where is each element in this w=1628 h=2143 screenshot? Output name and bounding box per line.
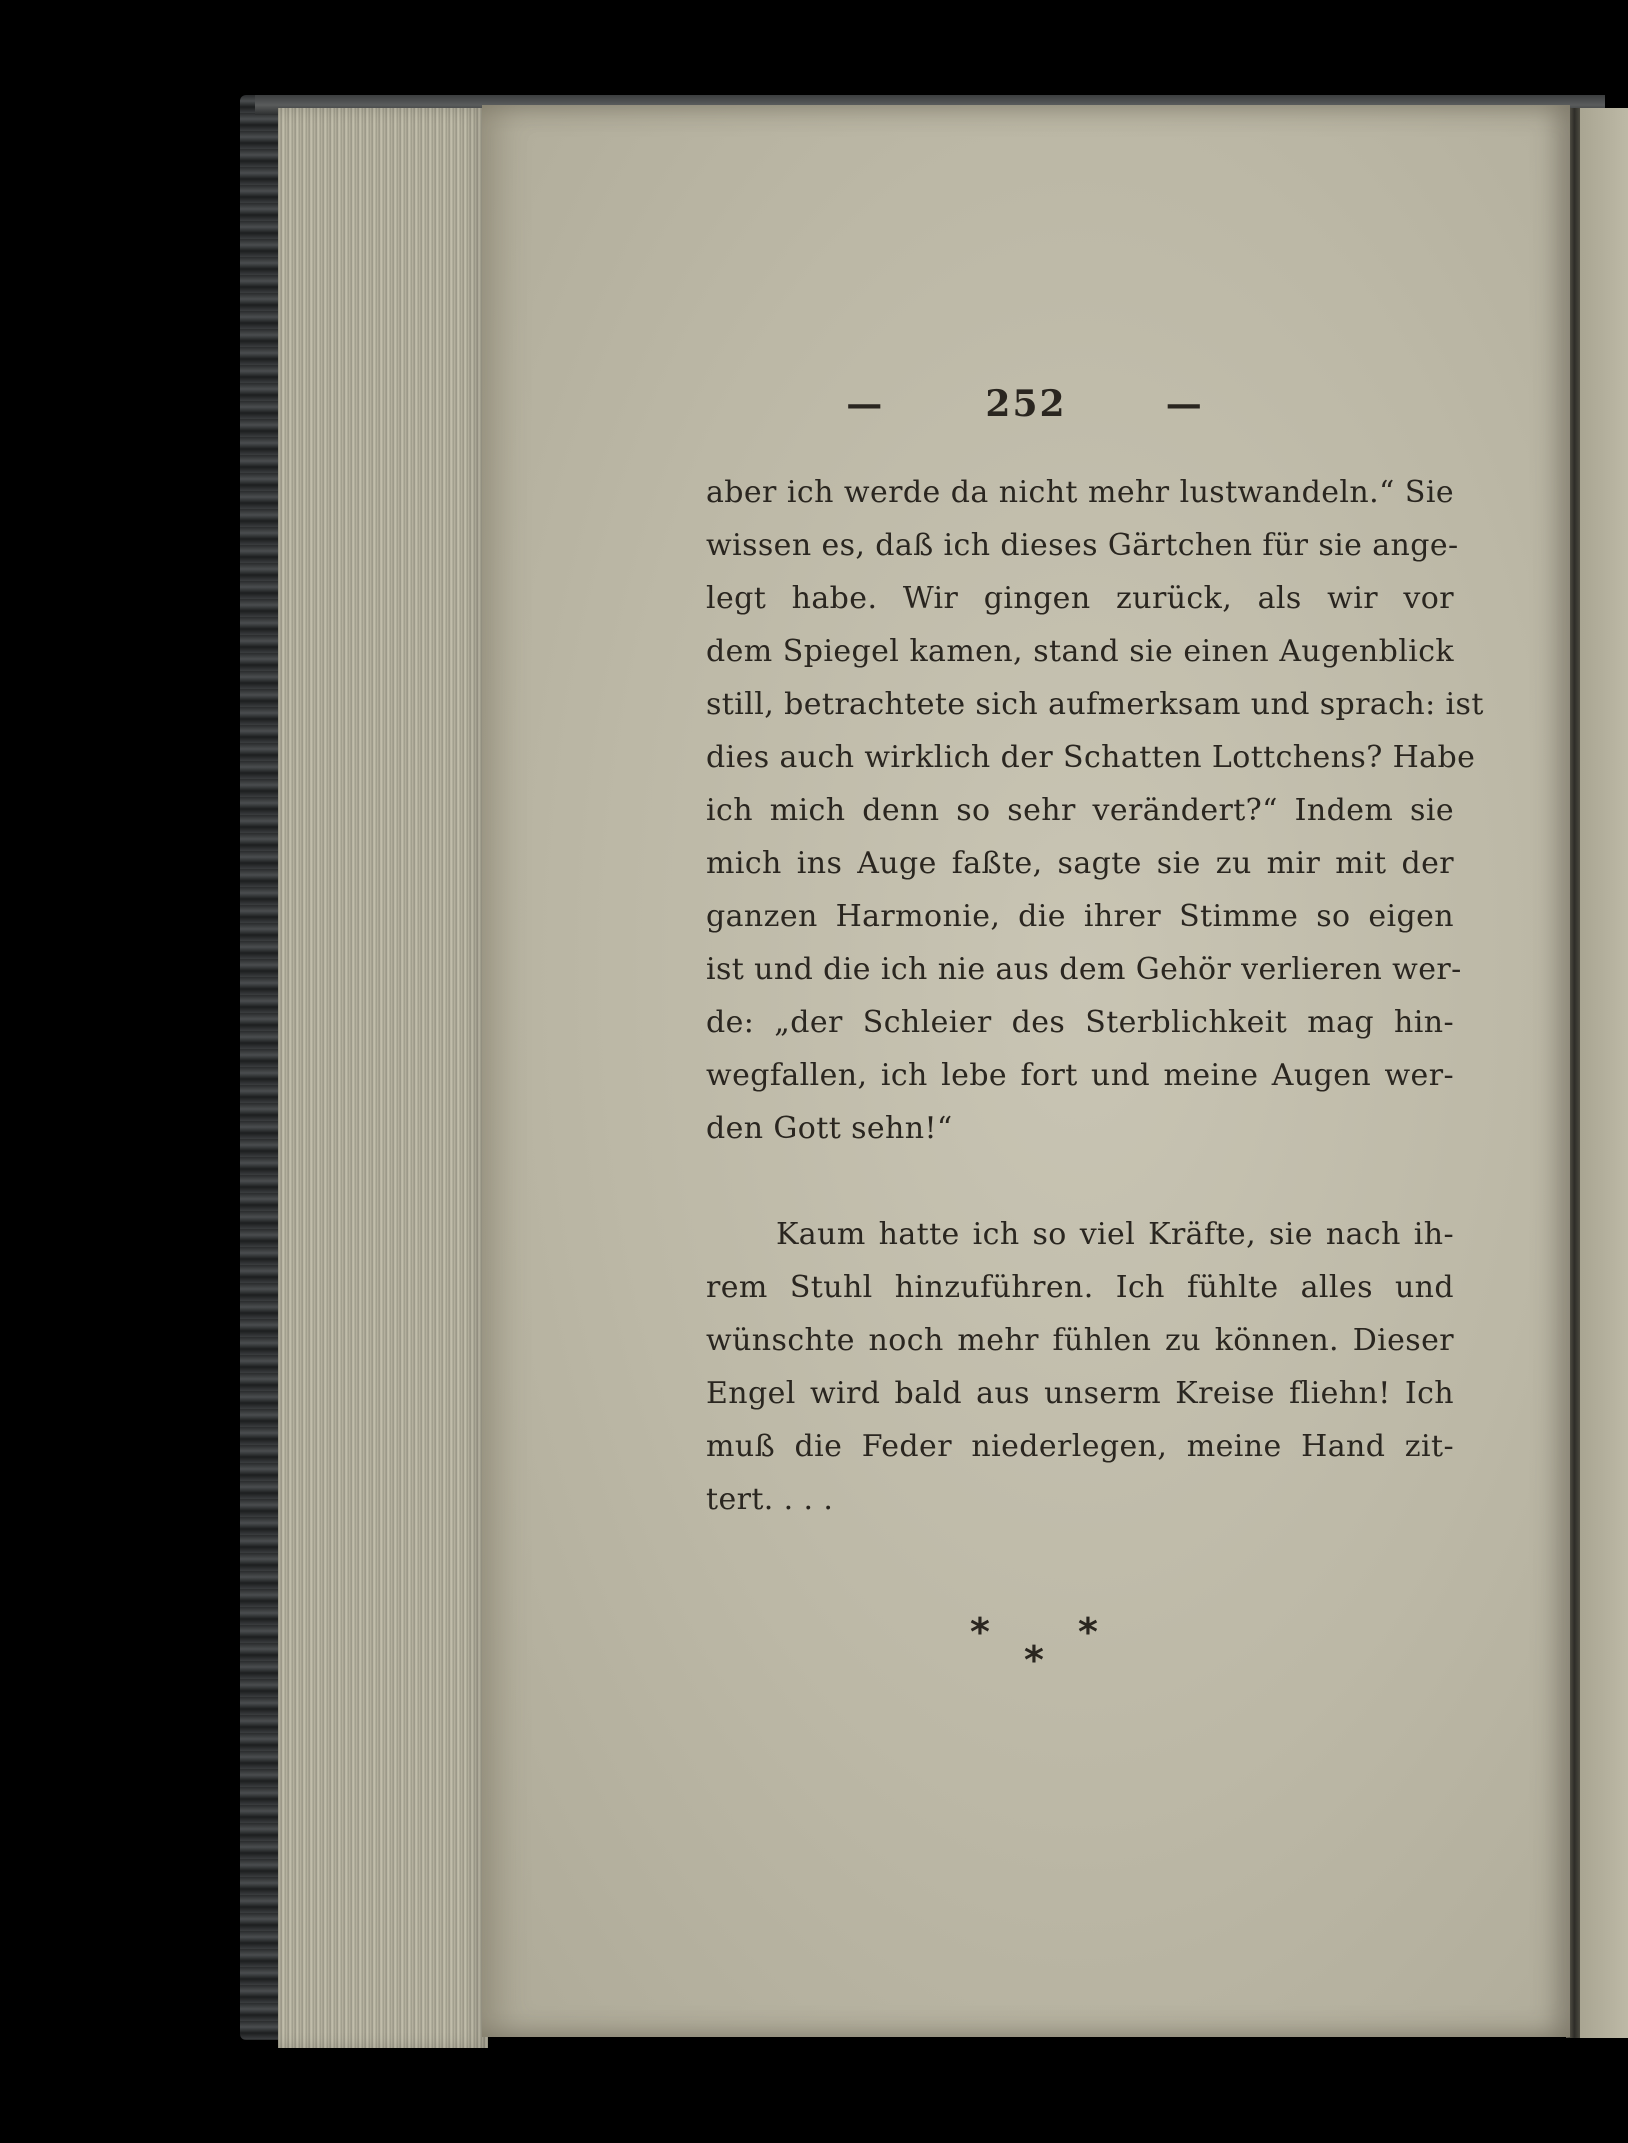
text-line: Kaum hatte ich so viel Kräfte, sie nach ih- [776, 1217, 1454, 1252]
ornament-star: * [970, 1610, 990, 1654]
book-page [482, 105, 1570, 2037]
text-line: ist und die ich nie aus dem Gehör verlieren wer- [706, 952, 1462, 987]
text-line: wünschte noch mehr fühlen zu können. Dieser [706, 1323, 1454, 1358]
page-number: 252 [985, 383, 1067, 425]
page-header [482, 383, 1570, 425]
facing-page-edge [1580, 108, 1628, 2038]
section-ornament [482, 1610, 1570, 1690]
text-line: den Gott sehn!“ [706, 1111, 953, 1146]
text-line: ich mich denn so sehr verändert?“ Indem sie [706, 793, 1454, 828]
header-dash-right: — [1165, 383, 1206, 425]
text-line: wegfallen, ich lebe fort und meine Augen wer- [706, 1058, 1454, 1093]
ornament-star: * [1024, 1638, 1044, 1682]
text-line: de: „der Schleier des Sterblichkeit mag hin- [706, 1005, 1454, 1040]
text-line: rem Stuhl hinzuführen. Ich fühlte alles und [706, 1270, 1454, 1305]
text-line: aber ich werde da nicht mehr lustwandeln.“ Sie [706, 475, 1454, 510]
text-line: dem Spiegel kamen, stand sie einen Augenblick [706, 634, 1454, 669]
text-line: legt habe. Wir gingen zurück, als wir vor [706, 581, 1454, 616]
text-line: wissen es, daß ich dieses Gärtchen für sie ange- [706, 528, 1459, 563]
text-line: dies auch wirklich der Schatten Lottchens? Habe [706, 740, 1476, 775]
text-line: ganzen Harmonie, die ihrer Stimme so eigen [706, 899, 1454, 934]
text-line: muß die Feder niederlegen, meine Hand zit- [706, 1429, 1454, 1464]
text-line: tert. . . . [706, 1482, 834, 1517]
ornament-star: * [1078, 1610, 1098, 1654]
text-line: Engel wird bald aus unserm Kreise fliehn! Ich [706, 1376, 1454, 1411]
page-edges [278, 108, 488, 2048]
text-line: still, betrachtete sich aufmerksam und sprach: ist [706, 687, 1484, 722]
page-text [482, 105, 1570, 2037]
header-dash-left: — [846, 383, 887, 425]
text-line: mich ins Auge faßte, sagte sie zu mir mit der [706, 846, 1454, 881]
